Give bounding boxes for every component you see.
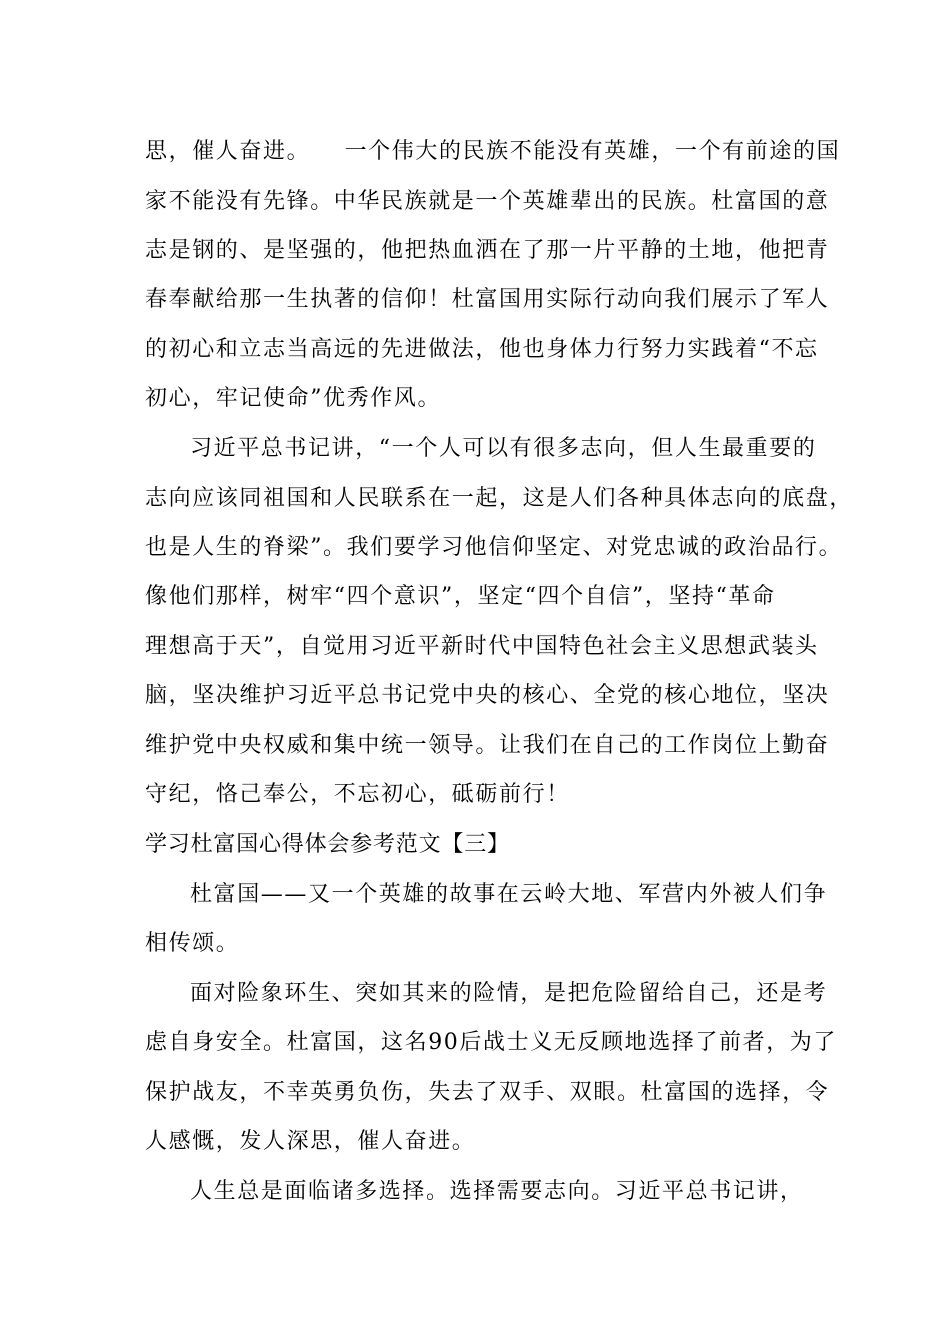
text-line: 理想高于天”，自觉用习近平新时代中国特色社会主义思想武装头 — [145, 634, 819, 659]
text-line: 脑，坚决维护习近平总书记党中央的核心、全党的核心地位，坚决 — [145, 683, 830, 708]
text-line: 像他们那样，树牢“四个意识”，坚定“四个自信”，坚持“革命 — [145, 584, 776, 609]
text-line: 虑自身安全。杜富国，这名90后战士义无反顾地选择了前者，为了 — [145, 1030, 837, 1055]
text-line: 春奉献给那一生执著的信仰！杜富国用实际行动向我们展示了军人 — [145, 287, 830, 312]
text-line: 相传颂。 — [145, 931, 240, 956]
text-line: 人生总是面临诸多选择。选择需要志向。习近平总书记讲， — [190, 1179, 804, 1204]
text-line: 杜富国——又一个英雄的故事在云岭大地、军营内外被人们争 — [190, 882, 828, 907]
text-line: 面对险象环生、突如其来的险情，是把危险留给自己，还是考 — [190, 981, 828, 1006]
text-line: 家不能没有先锋。中华民族就是一个英雄辈出的民族。杜富国的意 — [145, 189, 830, 214]
section-heading: 学习杜富国心得体会参考范文【三】 — [145, 832, 510, 857]
text-line: 习近平总书记讲，“一个人可以有很多志向，但人生最重要的 — [190, 436, 817, 461]
text-line: 的初心和立志当高远的先进做法，他也身体力行努力实践着“不忘 — [145, 337, 819, 362]
text-line: 也是人生的脊梁”。我们要学习他信仰坚定、对党忠诚的政治品行。 — [145, 535, 843, 560]
text-line: 维护党中央权威和集中统一领导。让我们在自己的工作岗位上勤奋 — [145, 733, 830, 758]
text-line: 保护战友，不幸英勇负伤，失去了双手、双眼。杜富国的选择，令 — [145, 1080, 830, 1105]
text-line: 志向应该同祖国和人民联系在一起，这是人们各种具体志向的底盘， — [145, 486, 854, 511]
text-line: 志是钢的、是坚强的，他把热血洒在了那一片平静的土地，他把青 — [145, 238, 830, 263]
text-line: 人感慨，发人深思，催人奋进。 — [145, 1129, 476, 1154]
text-line: 初心，牢记使命”优秀作风。 — [145, 386, 442, 411]
text-line: 守纪，恪己奉公，不忘初心，砥砺前行！ — [145, 782, 570, 807]
text-line: 思，催人奋进。 一个伟大的民族不能没有英雄，一个有前途的国 — [145, 139, 841, 164]
